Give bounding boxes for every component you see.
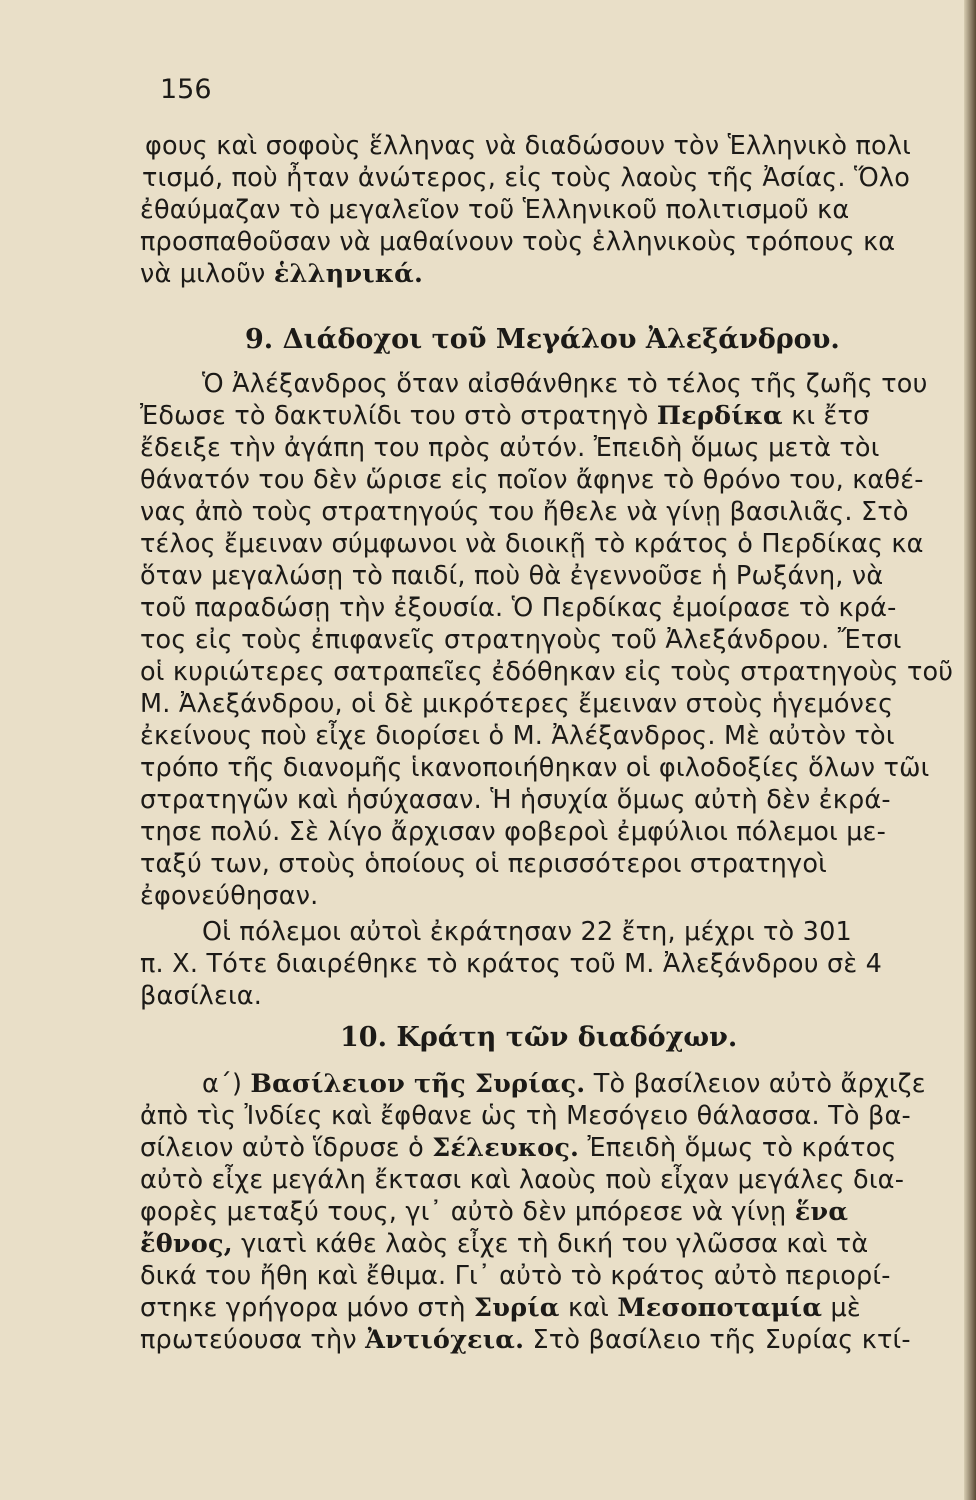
bold-term: ἕνα (794, 1197, 849, 1227)
paragraph-1 (140, 130, 940, 290)
text-line: τοῦ παραδώσῃ τὴν ἐξουσία. Ὁ Περδίκας ἐμοίρασε τὸ κρά- (140, 593, 897, 623)
text-line: νας ἀπὸ τοὺς στρατηγούς του ἤθελε νὰ γίνῃ βασιλιᾶς. Στὸ (140, 497, 909, 527)
text-line: προσπαθοῦσαν νὰ μαθαίνουν τοὺς ἑλληνικοὺς τρόπους κα (140, 227, 896, 257)
paragraph-2 (140, 368, 954, 912)
text-line: ταξύ των, στοὺς ὁποίους οἱ περισσότεροι στρατηγοὶ (140, 849, 827, 879)
text-line: π. Χ. Τότε διαιρέθηκε τὸ κράτος τοῦ Μ. Ἀλεξάνδρου σὲ 4 (140, 949, 883, 979)
text-span: κι ἔτσ (782, 401, 870, 431)
text-line (140, 1324, 940, 1356)
section-heading-9: 9. Διάδοχοι τοῦ Μεγάλου Ἀλεξάνδρου. (245, 324, 840, 355)
text-line: τισμό, ποὺ ἦταν ἀνώτερος, εἰς τοὺς λαοὺς τῆς Ἀσίας. Ὅλο (142, 163, 911, 193)
text-line (140, 400, 940, 432)
text-line: ὅταν μεγαλώσῃ τὸ παιδί, ποὺ θὰ ἐγεννοῦσε ἡ Ρωξάνη, νὰ (140, 561, 884, 591)
text-line: φους καὶ σοφοὺς ἕλληνας νὰ διαδώσουν τὸν Ἑλληνικὸ πολι (145, 131, 911, 161)
section-heading-10: 10. Κράτη τῶν διαδόχων. (340, 1022, 738, 1053)
bold-term: Ἀντιόχεια. (365, 1325, 525, 1355)
text-span: Τὸ βασίλειον αὐτὸ ἄρχιζε (585, 1069, 926, 1099)
text-span: καὶ (559, 1293, 618, 1323)
text-span: στηκε γρήγορα μόνο στὴ (140, 1293, 474, 1323)
text-line: στρατηγῶν καὶ ἡσύχασαν. Ἡ ἡσυχία ὅμως αὐτὴ δὲν ἐκρά- (140, 785, 891, 815)
text-line: τέλος ἔμειναν σύμφωνοι νὰ διοικῇ τὸ κράτος ὁ Περδίκας κα (140, 529, 924, 559)
text-line: αὐτὸ εἶχε μεγάλη ἔκτασι καὶ λαοὺς ποὺ εἶχαν μεγάλες δια- (140, 1165, 905, 1195)
text-line: ἐθαύμαζαν τὸ μεγαλεῖον τοῦ Ἑλληνικοῦ πολιτισμοῦ κα (140, 195, 850, 225)
text-line: δικά του ἤθη καὶ ἔθιμα. Γι᾽ αὐτὸ τὸ κράτος αὐτὸ περιορί- (140, 1261, 891, 1291)
paragraph-4 (140, 1068, 940, 1356)
page-edge (964, 0, 976, 1500)
bold-term: Βασίλειον τῆς Συρίας. (250, 1069, 586, 1099)
text-line: τησε πολύ. Σὲ λίγο ἄρχισαν φοβεροὶ ἐμφύλιοι πόλεμοι με- (140, 817, 887, 847)
text-span: σίλειον αὐτὸ ἵδρυσε ὁ (140, 1133, 433, 1163)
bold-term: ἔθνος, (140, 1229, 233, 1259)
text-line (140, 1292, 940, 1324)
bold-term: Περδίκα (656, 401, 783, 431)
text-line (140, 1132, 940, 1164)
text-span: α΄) (202, 1069, 251, 1099)
text-span: Ἐπειδὴ ὅμως τὸ κράτος (579, 1133, 897, 1163)
bold-term: Μεσοποταμία (617, 1293, 823, 1323)
text-line: Οἱ πόλεμοι αὐτοὶ ἐκράτησαν 22 ἔτη, μέχρι τὸ 301 (202, 917, 852, 947)
page-number: 156 (160, 74, 212, 105)
text-span: Στὸ βασίλειο τῆς Συρίας κτί- (524, 1325, 911, 1355)
paragraph-3 (140, 916, 940, 1012)
bold-term: Σέλευκος. (432, 1133, 580, 1163)
text-line: βασίλεια. (140, 981, 263, 1011)
text-line (140, 1228, 940, 1260)
text-line (140, 1196, 940, 1228)
bold-term: ἑλληνικά. (273, 259, 424, 289)
text-line: ἐκείνους ποὺ εἶχε διορίσει ὁ Μ. Ἀλέξανδρος. Μὲ αὐτὸν τὸι (140, 721, 895, 751)
text-span: φορὲς μεταξύ τους, γι᾽ αὐτὸ δὲν μπόρεσε νὰ γίνῃ (140, 1197, 795, 1227)
bold-term: Συρία (473, 1293, 560, 1323)
text-span: Ἐδωσε τὸ δακτυλίδι του στὸ στρατηγὸ (140, 401, 657, 431)
text-line: ἔδειξε τὴν ἀγάπη του πρὸς αὐτόν. Ἐπειδὴ ὅμως μετὰ τὸι (140, 433, 880, 463)
text-line (140, 258, 940, 290)
text-line: θάνατόν του δὲν ὥρισε εἰς ποῖον ἄφηνε τὸ θρόνο του, καθέ- (140, 465, 924, 495)
text-line: οἱ κυριώτερες σατραπεῖες ἐδόθηκαν εἰς τοὺς στρατηγοὺς τοῦ (140, 657, 954, 687)
text-span: μὲ (822, 1293, 861, 1323)
text-line: Ὁ Ἀλέξανδρος ὅταν αἰσθάνθηκε τὸ τέλος τῆς ζωῆς του (202, 369, 928, 399)
text-line: τρόπο τῆς διανομῆς ἱκανοποιήθηκαν οἱ φιλοδοξίες ὅλων τῶι (140, 753, 930, 783)
text-line (140, 1068, 940, 1100)
text-span: γιατὶ κάθε λαὸς εἶχε τὴ δική του γλῶσσα καὶ τὰ (232, 1229, 869, 1259)
text-line: τος εἰς τοὺς ἐπιφανεῖς στρατηγοὺς τοῦ Ἀλεξάνδρου. Ἔτσι (140, 625, 902, 655)
text-span: πρωτεύουσα τὴν (140, 1325, 366, 1355)
text-line: ἐφονεύθησαν. (140, 881, 319, 911)
text-line: Μ. Ἀλεξάνδρου, οἱ δὲ μικρότερες ἔμειναν στοὺς ἡγεμόνες (140, 689, 894, 719)
text-span: νὰ μιλοῦν (140, 259, 274, 289)
text-line: ἀπὸ τὶς Ἰνδίες καὶ ἔφθανε ὡς τὴ Μεσόγειο θάλασσα. Τὸ βα- (140, 1101, 911, 1131)
